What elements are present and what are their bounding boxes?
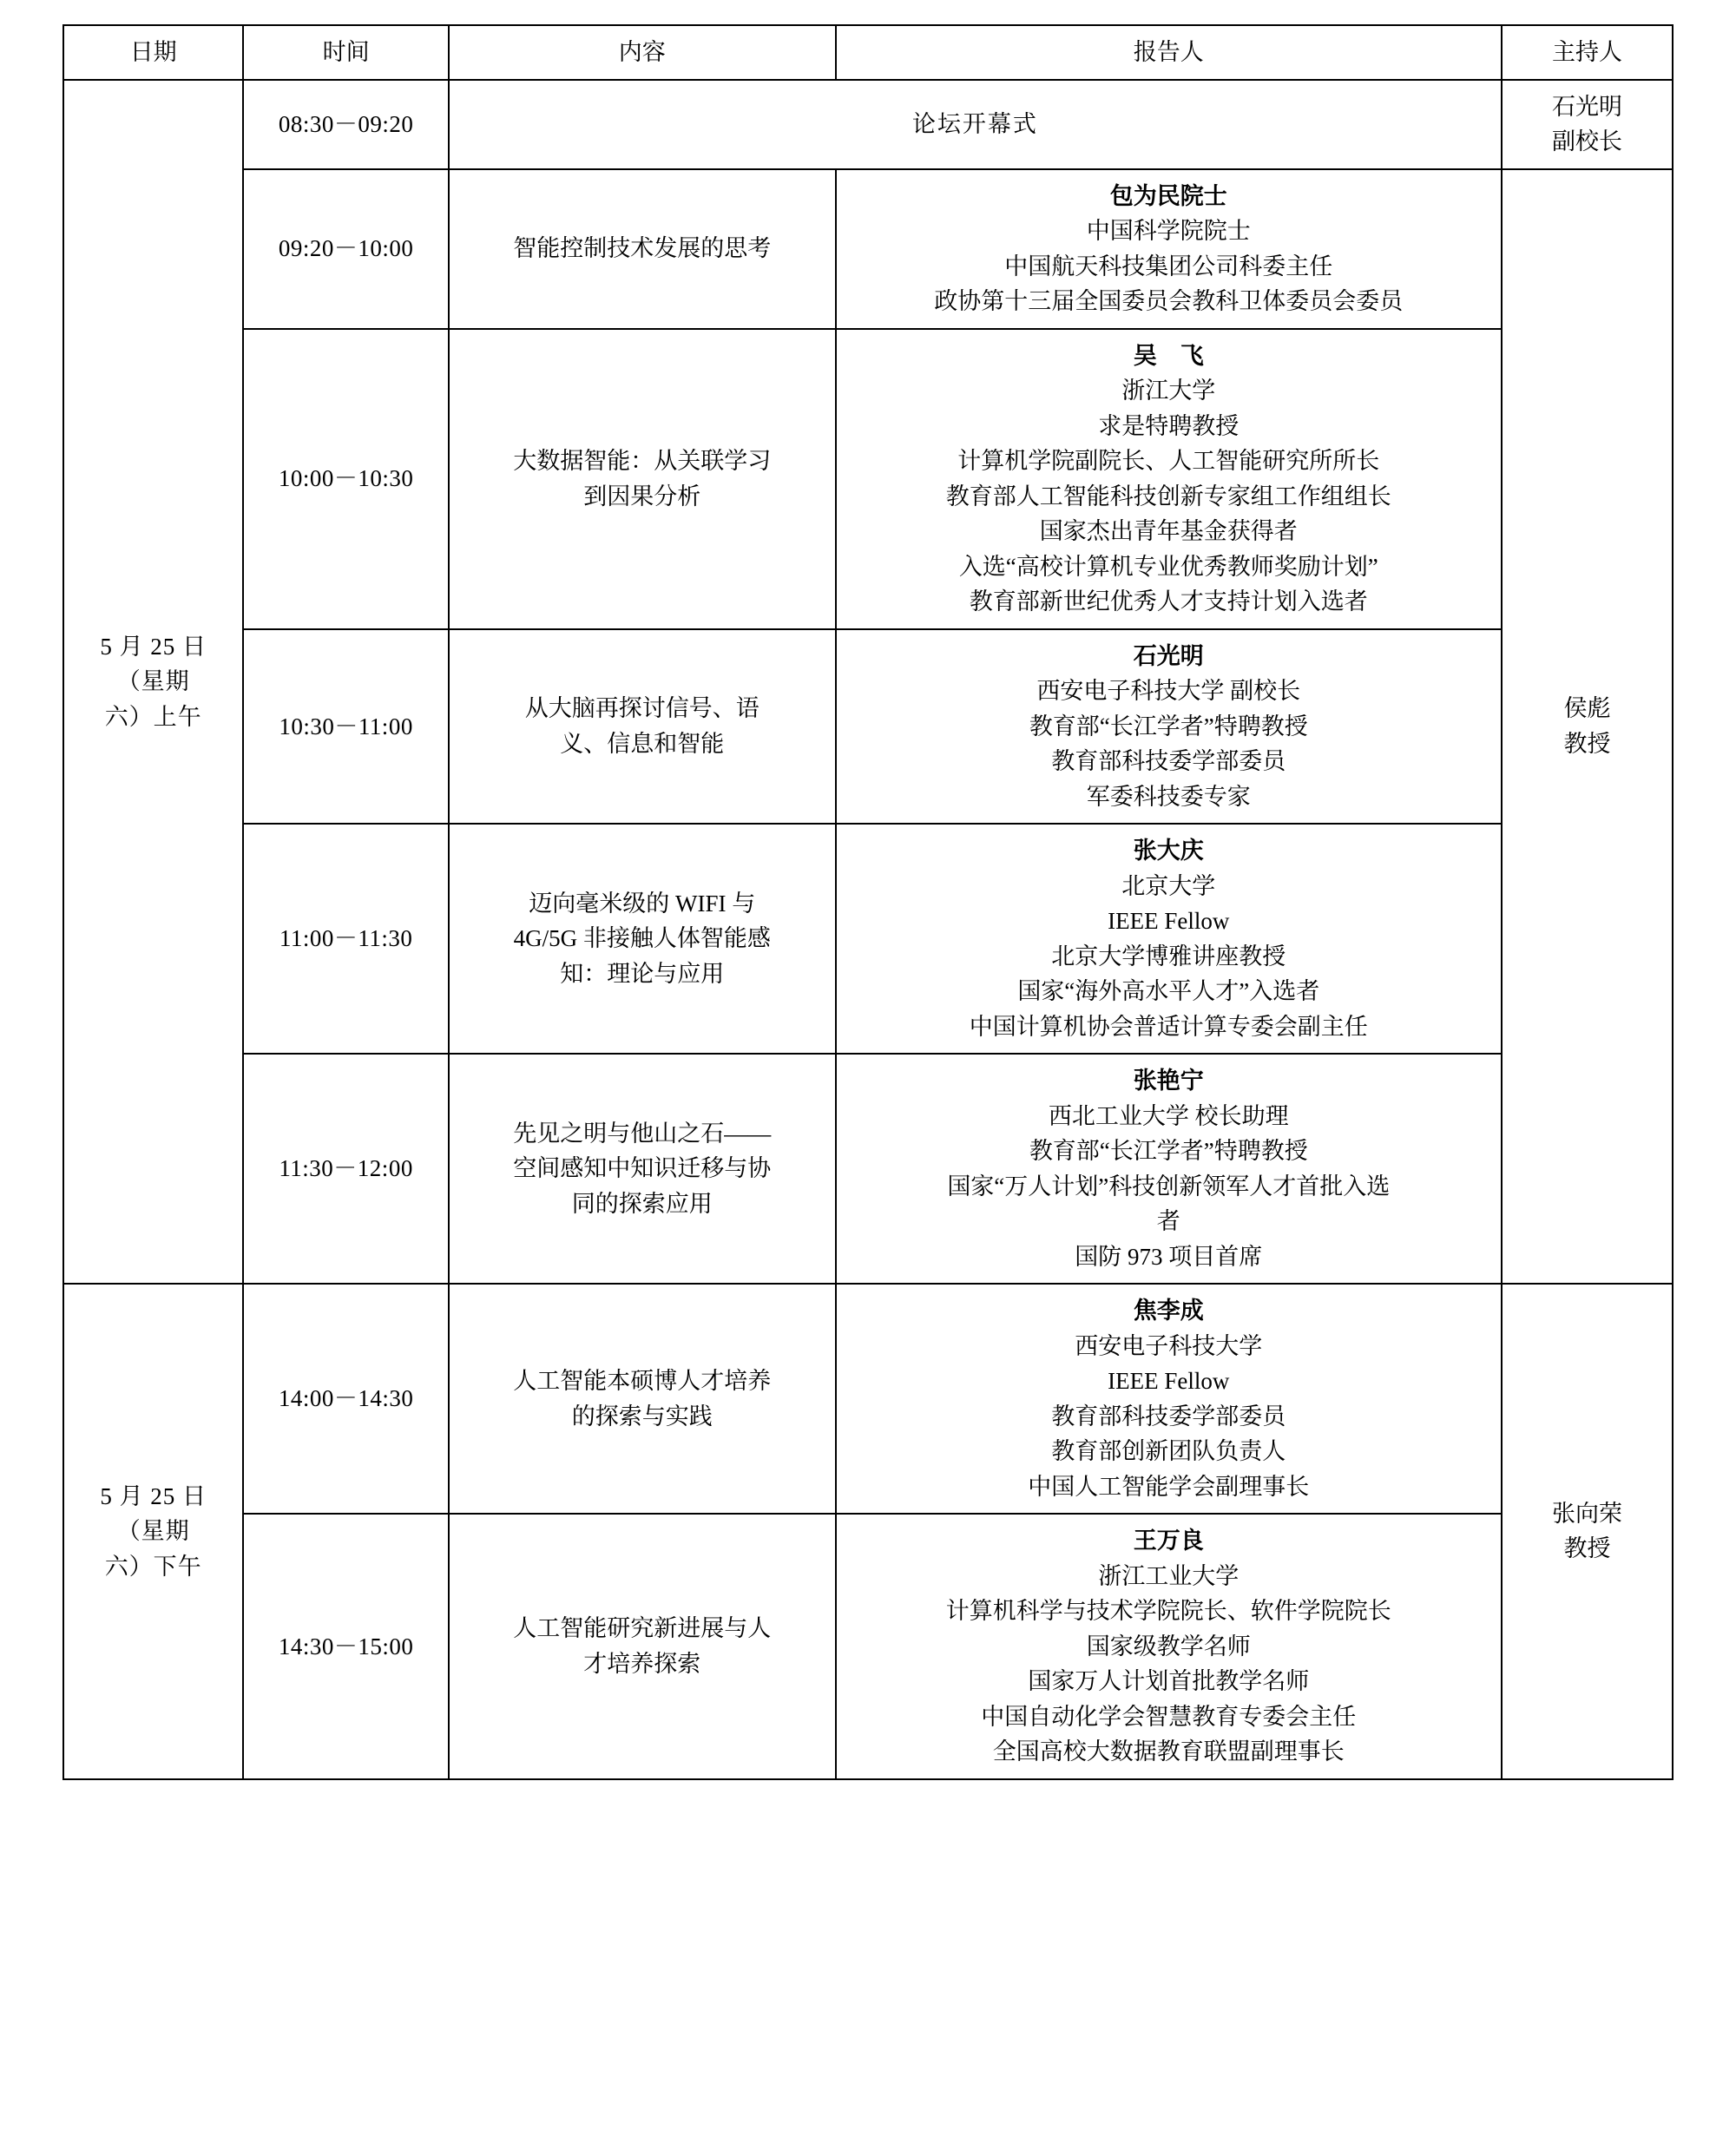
column-header-host: 主持人 — [1502, 25, 1673, 80]
text-line: 六）上午 — [104, 703, 202, 730]
text-line: 人工智能本硕博人才培养 — [513, 1368, 772, 1394]
speaker-affiliation: 教育部科技委学部委员 — [1051, 1403, 1286, 1429]
speaker-affiliation: 北京大学博雅讲座教授 — [1051, 943, 1286, 969]
table-row — [63, 1284, 1673, 1514]
text-line: 六）下午 — [104, 1553, 202, 1580]
speaker-affiliation: 国家杰出青年基金获得者 — [1039, 518, 1298, 544]
table-row — [63, 629, 1673, 825]
session-speaker-cell — [836, 169, 1502, 329]
session-time-cell: 10:00－10:30 — [243, 329, 448, 629]
table-row — [63, 1054, 1673, 1284]
text-line: 5 月 25 日 — [100, 633, 207, 660]
speaker-affiliation: 军委科技委专家 — [1086, 783, 1251, 810]
session-time-cell: 09:20－10:00 — [243, 169, 448, 329]
table-row — [63, 80, 1673, 169]
text-line: 大数据智能：从关联学习 — [513, 448, 772, 474]
text-line: 侯彪 — [1563, 695, 1611, 722]
speaker-name: 王万良 — [1133, 1528, 1204, 1554]
session-speaker-cell — [836, 629, 1502, 825]
session-time-cell: 14:00－14:30 — [243, 1284, 448, 1514]
speaker-affiliation: 教育部“长江学者”特聘教授 — [1029, 713, 1308, 739]
session-topic-cell — [449, 1054, 836, 1284]
session-topic-cell — [449, 169, 836, 329]
session-time-cell: 11:30－12:00 — [243, 1054, 448, 1284]
speaker-name: 焦李成 — [1133, 1298, 1204, 1324]
text-line: 石光明 — [1551, 93, 1622, 120]
session-host-cell — [1502, 1284, 1673, 1779]
session-speaker-cell — [836, 1514, 1502, 1779]
table-row — [63, 329, 1673, 629]
session-opening-cell: 论坛开幕式 — [449, 80, 1502, 169]
text-line: 先见之明与他山之石—— — [513, 1120, 772, 1147]
table-header-row — [63, 25, 1673, 80]
text-line: 5 月 25 日 — [100, 1482, 207, 1509]
text-line: 义、信息和智能 — [560, 730, 725, 757]
session-topic-cell — [449, 329, 836, 629]
speaker-affiliation: 北京大学 — [1121, 872, 1216, 899]
table-row — [63, 1514, 1673, 1779]
text-line: 才培养探索 — [583, 1650, 701, 1677]
session-time-cell: 08:30－09:20 — [243, 80, 448, 169]
speaker-name: 吴 飞 — [1133, 342, 1204, 369]
column-header-speaker: 报告人 — [836, 25, 1502, 80]
speaker-affiliation: 中国计算机协会普适计算专委会副主任 — [969, 1013, 1368, 1040]
text-line: （星期 — [116, 668, 190, 694]
text-line: 教授 — [1563, 730, 1611, 757]
session-speaker-cell — [836, 1054, 1502, 1284]
speaker-name: 石光明 — [1133, 642, 1204, 669]
speaker-affiliation: 中国人工智能学会副理事长 — [1028, 1473, 1310, 1500]
text-line: 知：理论与应用 — [560, 960, 725, 987]
speaker-name: 张大庆 — [1133, 838, 1204, 864]
speaker-affiliation: 计算机学院副院长、人工智能研究所所长 — [957, 448, 1380, 474]
speaker-affiliation: 求是特聘教授 — [1098, 412, 1240, 439]
text-line: 4G/5G 非接触人体智能感 — [513, 925, 771, 952]
speaker-affiliation: 教育部人工智能科技创新专家组工作组组长 — [945, 483, 1391, 509]
session-date-cell — [63, 80, 243, 1285]
text-line: 张向荣 — [1551, 1500, 1622, 1527]
speaker-affiliation: 浙江工业大学 — [1098, 1562, 1240, 1589]
speaker-affiliation: 者 — [1156, 1208, 1180, 1234]
speaker-affiliation: 政协第十三届全国委员会教科卫体委员会委员 — [934, 288, 1404, 314]
session-topic-cell — [449, 1284, 836, 1514]
speaker-affiliation: IEEE Fellow — [1108, 908, 1230, 934]
text-line: 副校长 — [1551, 128, 1622, 154]
speaker-affiliation: 教育部创新团队负责人 — [1051, 1438, 1286, 1464]
forum-schedule-table — [62, 24, 1674, 1780]
text-line: （星期 — [116, 1518, 190, 1544]
session-topic-cell — [449, 1514, 836, 1779]
session-speaker-cell — [836, 824, 1502, 1054]
speaker-affiliation: 国家“海外高水平人才”入选者 — [1017, 978, 1320, 1004]
text-line: 智能控制技术发展的思考 — [513, 235, 772, 262]
speaker-affiliation: 教育部科技委学部委员 — [1051, 748, 1286, 774]
speaker-affiliation: 计算机科学与技术学院院长、软件学院院长 — [945, 1598, 1391, 1624]
text-line: 到因果分析 — [583, 483, 701, 509]
speaker-affiliation: 国家级教学名师 — [1086, 1633, 1251, 1660]
table-row — [63, 169, 1673, 329]
session-time-cell: 11:00－11:30 — [243, 824, 448, 1054]
speaker-affiliation: 全国高校大数据教育联盟副理事长 — [992, 1738, 1345, 1765]
speaker-affiliation: 西北工业大学 校长助理 — [1048, 1102, 1289, 1129]
speaker-name: 包为民院士 — [1109, 182, 1227, 209]
speaker-affiliation: 中国自动化学会智慧教育专委会主任 — [981, 1703, 1357, 1730]
text-line: 人工智能研究新进展与人 — [513, 1615, 772, 1642]
session-date-cell — [63, 1284, 243, 1779]
text-line: 的探索与实践 — [571, 1403, 713, 1429]
speaker-affiliation: 国家万人计划首批教学名师 — [1028, 1668, 1310, 1694]
table-row — [63, 824, 1673, 1054]
table-body — [63, 80, 1673, 1779]
text-line: 迈向毫米级的 WIFI 与 — [529, 890, 756, 917]
session-speaker-cell — [836, 329, 1502, 629]
speaker-affiliation: 教育部新世纪优秀人才支持计划入选者 — [969, 588, 1368, 615]
speaker-affiliation: IEEE Fellow — [1108, 1368, 1230, 1394]
speaker-affiliation: 西安电子科技大学 — [1075, 1332, 1263, 1359]
session-topic-cell — [449, 824, 836, 1054]
speaker-affiliation: 中国航天科技集团公司科委主任 — [1004, 253, 1333, 279]
speaker-affiliation: 国家“万人计划”科技创新领军人才首批入选 — [947, 1173, 1391, 1199]
speaker-affiliation: 西安电子科技大学 副校长 — [1036, 678, 1301, 704]
column-header-date: 日期 — [63, 25, 243, 80]
table-header — [63, 25, 1673, 80]
speaker-affiliation: 教育部“长江学者”特聘教授 — [1029, 1138, 1308, 1164]
text-line: 同的探索应用 — [571, 1190, 713, 1217]
speaker-affiliation: 国防 973 项目首席 — [1075, 1243, 1263, 1270]
session-topic-cell — [449, 629, 836, 825]
text-line: 教授 — [1563, 1535, 1611, 1562]
text-line: 从大脑再探讨信号、语 — [524, 695, 760, 722]
speaker-name: 张艳宁 — [1133, 1068, 1204, 1094]
column-header-time: 时间 — [243, 25, 448, 80]
text-line: 空间感知中知识迁移与协 — [513, 1155, 772, 1182]
session-host-cell — [1502, 169, 1673, 1285]
session-time-cell: 14:30－15:00 — [243, 1514, 448, 1779]
session-host-cell — [1502, 80, 1673, 169]
column-header-content: 内容 — [449, 25, 836, 80]
session-time-cell: 10:30－11:00 — [243, 629, 448, 825]
speaker-affiliation: 浙江大学 — [1121, 378, 1216, 404]
session-speaker-cell — [836, 1284, 1502, 1514]
speaker-affiliation: 中国科学院院士 — [1086, 218, 1251, 244]
speaker-affiliation: 入选“高校计算机专业优秀教师奖励计划” — [958, 553, 1378, 580]
